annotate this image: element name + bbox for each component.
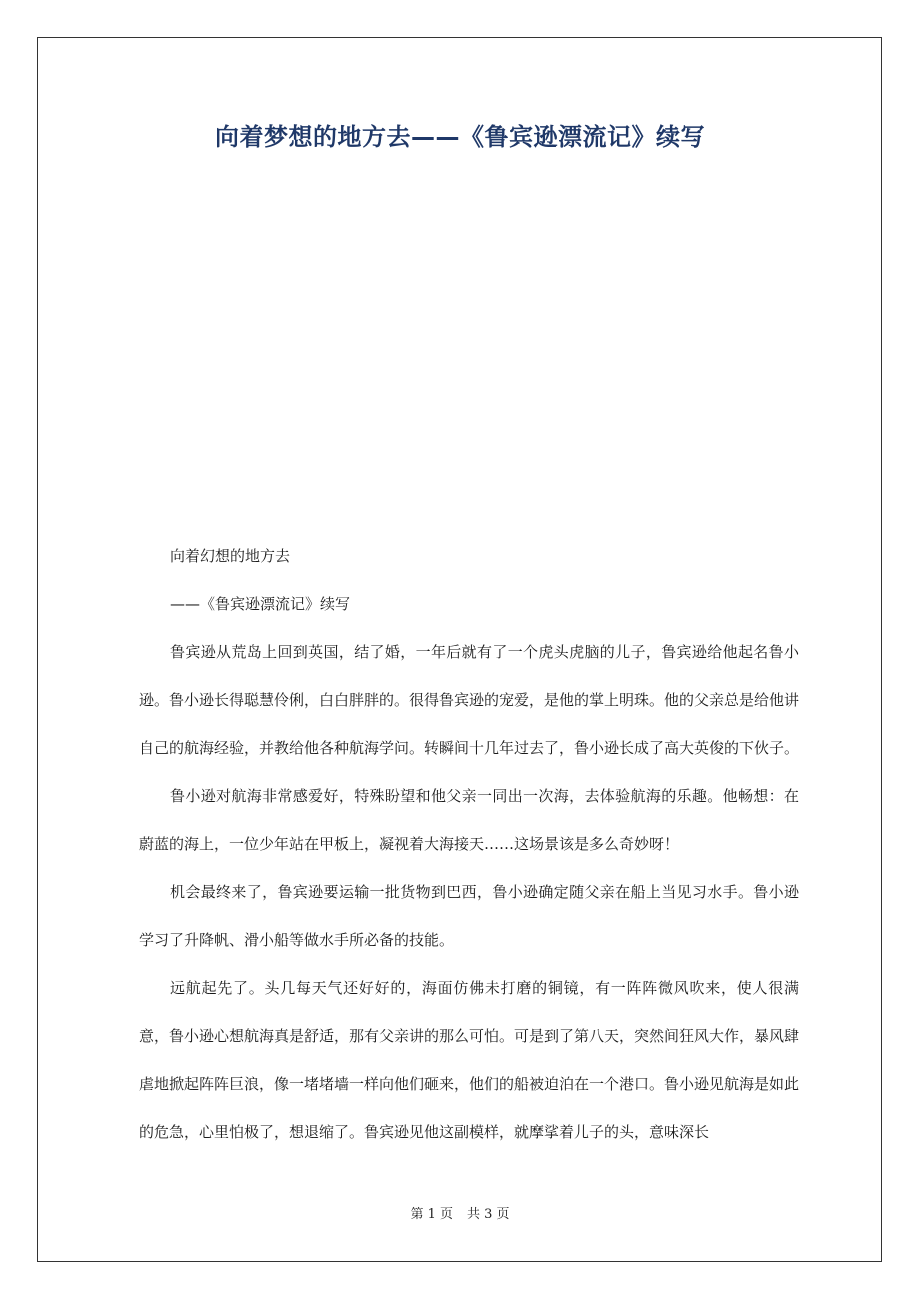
body-paragraph: 远航起先了。头几每天气还好好的，海面仿佛未打磨的铜镜，有一阵阵微风吹来，使人很满意，鲁小逊心想航海真是舒适，那有父亲讲的那么可怕。可是到了第八天，突然间狂风大作，暴风肆虐地掀起阵阵巨浪，像一堵堵墙一样向他们砸来，他们的船被迫泊在一个港口。鲁小逊见航海是如此的危急，心里怕极了，想退缩了。鲁宾逊见他这副模样，就摩挲着儿子的头，意味深长 [139,979,800,1141]
body-paragraph: 鲁小逊对航海非常感爱好，特殊盼望和他父亲一同出一次海，去体验航海的乐趣。他畅想：在蔚蓝的海上，一位少年站在甲板上，凝视着大海接天……这场景该是多么奇妙呀！ [139,787,799,853]
page-total: 共 3 页 [467,1207,510,1222]
subtitle-line: ——《鲁宾逊漂流记》续写 [170,595,351,613]
document-title: 向着梦想的地方去——《鲁宾逊漂流记》续写 [215,123,705,151]
body-paragraph: 机会最终来了，鲁宾逊要运输一批货物到巴西，鲁小逊确定随父亲在船上当见习水手。鲁小逊学习了升降帆、滑小船等做水手所必备的技能。 [139,883,799,949]
page-number: 第 1 页 [410,1207,453,1222]
body-paragraph: 鲁宾逊从荒岛上回到英国，结了婚，一年后就有了一个虎头虎脑的儿子，鲁宾逊给他起名鲁小逊。鲁小逊长得聪慧伶俐，白白胖胖的。很得鲁宾逊的宠爱，是他的掌上明珠。他的父亲总是给他讲自己的航海经验，并教给他各种航海学问。转瞬间十几年过去了，鲁小逊长成了高大英俊的下伙子。 [139,643,800,757]
page-footer [0,1205,920,1225]
subtitle-line: 向着幻想的地方去 [170,547,291,565]
document-body [139,532,799,1156]
